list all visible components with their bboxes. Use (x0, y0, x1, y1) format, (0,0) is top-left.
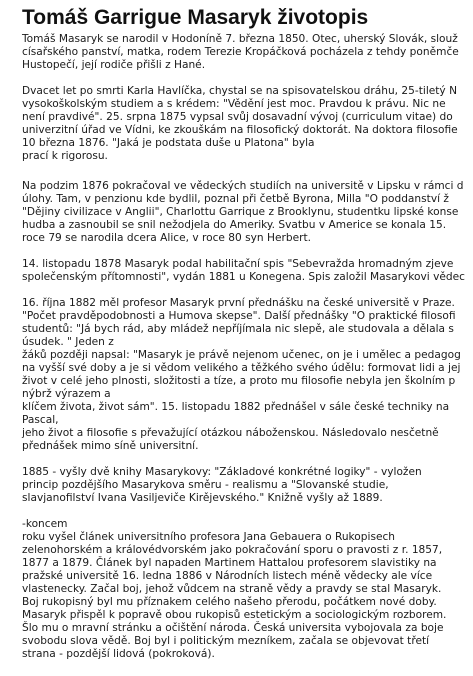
text-line: svobodu slova vědě. Boj byl i politickým mezníkem, začala se objevovat třetí (22, 635, 430, 647)
text-line: 1885 - vyšly dvě knihy Masarykovy: "Základové konkrétné logiky" - vyložen (22, 466, 422, 478)
text-line: prací k rigorosu. (22, 150, 108, 162)
text-line: Na podzim 1876 pokračoval ve vědeckých studiích na universitě v Lipsku v rámci d (22, 180, 464, 192)
text-line: 10 března 1876. "Jaká je podstata duše u Platona" byla (22, 137, 315, 149)
text-line: nýbrž výrazem a (22, 388, 111, 400)
text-line: Masaryk přispěl k popravě obou rukopisů estetickým a sociologickým rozborem. (22, 609, 447, 621)
text-line: 14. listopadu 1878 Masaryk podal habilitační spis "Sebevražda hromadným zjeve (22, 258, 454, 270)
text-line: zelenohorském a královédvorském jako pokračování sporu o pravosti z r. 1857, (22, 544, 443, 556)
text-line: na vyšší své doby a je si vědom velikého a těžkého svého údělu: formovat lidi a jej (22, 362, 461, 374)
text-line: úsudek. " Jeden z (22, 336, 114, 348)
text-line: Tomáš Masaryk se narodil v Hodoníně 7. března 1850. Otec, uherský Slovák, slouž (22, 33, 458, 45)
text-line: pražské universitě 16. ledna 1886 v Národních listech méně vědecky ale více (22, 570, 433, 582)
text-line: jeho život a filosofie s převažující otázkou náboženskou. Následovalo nesčetně (22, 427, 439, 439)
text-line: "Počet pravděpodobnosti a Humova skepse". Další přednášky "O praktické filosofi (22, 310, 456, 322)
text-line: vlastenecky. Začal boj, jehož vůdcem na straně vědy a pravdy se stal Masaryk. (22, 583, 442, 595)
text-line: hudba a zasnoubil se snil nežodjela do Ameriky. Svatbu v Americe se konala 15. (22, 219, 447, 231)
text-line: studentů: "Já bych rád, aby mládež nepříjímala nic slepě, ale studovala a dělala s (22, 323, 454, 335)
text-line: klíčem života, život sám". 15. listopadu 1882 přednášel v sále české techniky na (22, 401, 450, 413)
page-title: Tomáš Garrigue Masaryk životopis (22, 6, 369, 29)
text-line: žáků později napsal: "Masaryk je právě nejenom učenec, on je i umělec a pedagog (22, 349, 461, 361)
text-line: vysokoškolským studiem a s krédem: "Vědění jest moc. Pravdou k právu. Nic ne (22, 98, 446, 110)
text-line: Hustopečí, její rodiče přišli z Hané. (22, 59, 206, 71)
text-line: Šlo mu o mravní stránku a očištění národa. Česká universita vybojovala za boje (22, 622, 444, 634)
text-line: strana - pozdější lidová (pokroková). (22, 648, 215, 660)
text-line: princip pozdějšího Masarykova směru - realismu a "Slovanské studie, (22, 479, 389, 491)
text-line: slavjanofilství Ivana Vasiljeviče Kirějevského." Knižně vyšly až 1889. (22, 492, 383, 504)
text-line: -koncem (22, 518, 68, 530)
text-line: roku vyšel článek universitního profesora Jana Gebauera o Rukopisech (22, 531, 396, 543)
text-line: roce 79 se narodila dcera Alice, v roce 80 syn Herbert. (22, 232, 311, 244)
text-line: 1877 a 1879. Článek byl napaden Martinem Hattalou profesorem slavistiky na (22, 557, 437, 569)
text-line: život v celé jeho plnosti, složitosti a tíze, a proto mu filosofie nebyla jen školním p (22, 375, 456, 387)
text-line: úlohy. Tam, v penzionu kde bydlil, poznal při četbě Byrona, Milla "O poddanství ž (22, 193, 449, 205)
text-line: přednášek mimo síně universitní. (22, 440, 199, 452)
text-line: císařského panství, matka, rodem Terezie Kropáčková pocházela z tehdy poněmče (22, 46, 459, 58)
text-line: Dvacet let po smrti Karla Havlíčka, chystal se na spisovatelskou dráhu, 25-tiletý N (22, 85, 457, 97)
text-line: "Dějiny civilizace v Anglii", Charlottu Garrique z Brooklynu, studentku lipské konse (22, 206, 459, 218)
text-line: není pravdivé". 25. srpna 1875 vypsal svůj dosavadní vývoj (curriculum vitae) do (22, 111, 453, 123)
text-line: Pascal, (22, 414, 59, 426)
text-line: 16. října 1882 měl profesor Masaryk první přednášku na české universitě v Praze. (22, 297, 455, 309)
text-line: Boj rukopisný byl mu příznakem celého našeho přerodu, počátkem nové doby. (22, 596, 437, 608)
text-line: univerzitní úřad ve Vídni, ke zkouškám na filosofický doktorát. Na doktora filosofie (22, 124, 458, 136)
text-line: společenským přítomnosti", vydán 1881 u Konegena. Spis založil Masarykovi vědec (22, 271, 465, 283)
